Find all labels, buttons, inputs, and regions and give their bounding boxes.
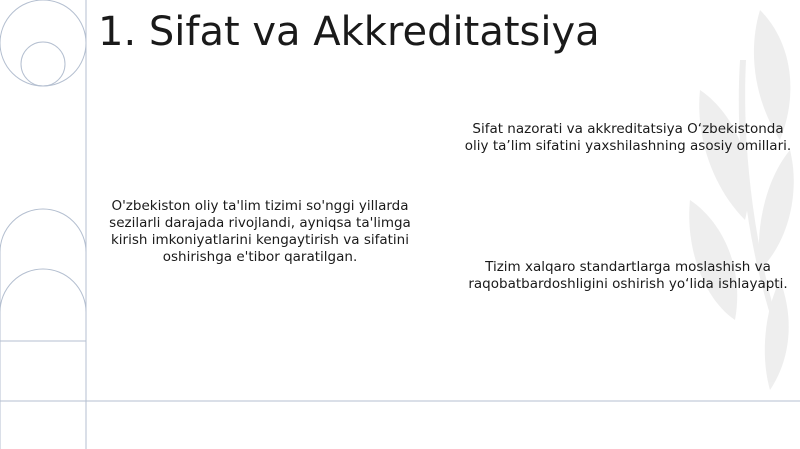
slide-title: 1. Sifat va Akkreditatsiya	[98, 9, 600, 55]
right-top-text-block: Sifat nazorati va akkreditatsiya O‘zbekistonda oliy ta’lim sifatini yaxshilashning asosiy omillari.	[464, 121, 792, 154]
right-bottom-text-block: Tizim xalqaro standartlarga moslashish va raqobatbardoshligini oshirish yo‘lida ishlayapti.	[468, 259, 788, 292]
left-text-block: O'zbekiston oliy ta'lim tizimi so'nggi yillarda sezilarli darajada rivojlandi, ayniqsa ta'limga kirish imkoniyatlarini kengaytirish va sifatini oshirishga e'tibor qaratilgan.	[109, 198, 411, 265]
